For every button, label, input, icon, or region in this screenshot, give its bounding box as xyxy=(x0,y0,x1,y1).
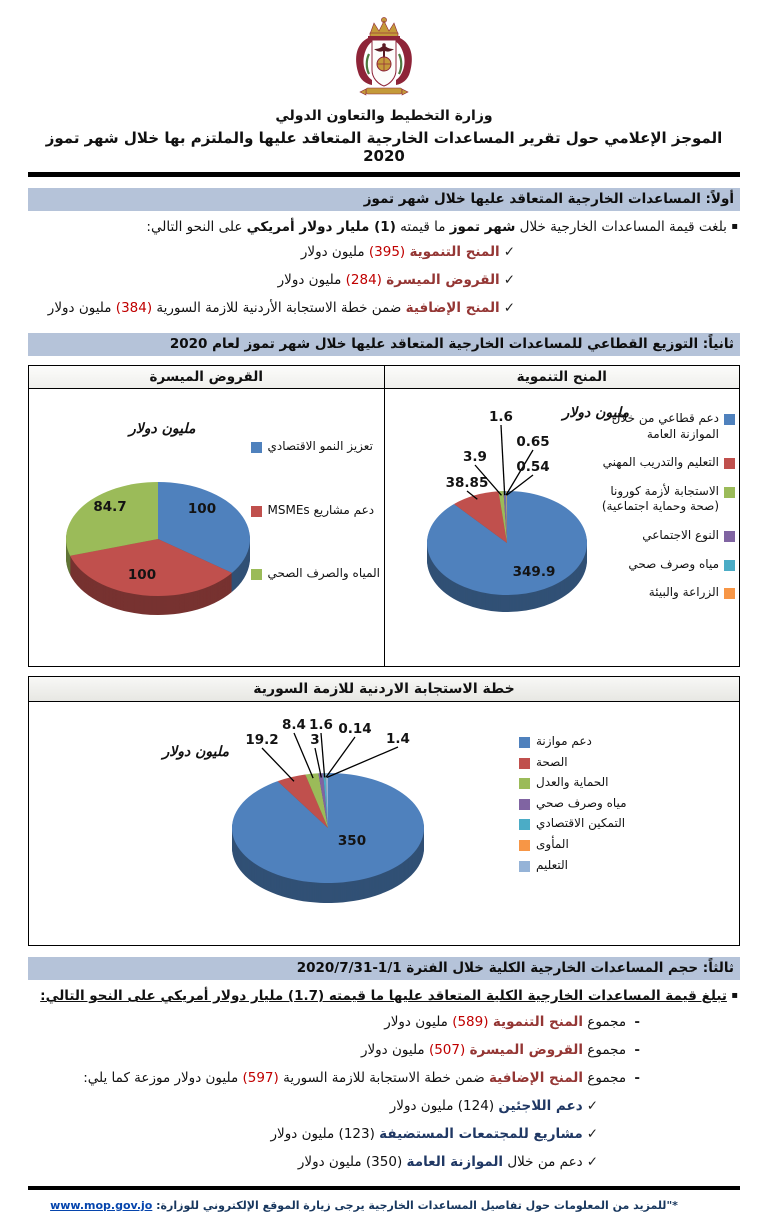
legend-swatch xyxy=(251,569,262,580)
legend-swatch xyxy=(724,588,735,599)
item-suffix: مليون دولار xyxy=(277,272,346,288)
item-label: القروض الميسرة xyxy=(386,272,500,288)
legend-item xyxy=(585,455,735,471)
title-divider xyxy=(28,172,740,177)
list-item xyxy=(28,266,515,294)
legend-swatch xyxy=(724,560,735,571)
legend-item xyxy=(585,484,735,515)
jrp-legend xyxy=(519,734,659,873)
legend-swatch xyxy=(724,458,735,469)
dash-icon: - xyxy=(634,1042,640,1058)
legend-swatch xyxy=(519,799,530,810)
svg-text:350: 350 xyxy=(337,833,367,849)
grants-chart-cell xyxy=(385,389,740,666)
section3-intro-text: تبلغ قيمة المساعدات الخارجية الكلية المتعاقد عليها ما قيمته (1.7) مليار دولار أمريكي على النحو التالي: xyxy=(40,988,727,1004)
item-label: الموازنة العامة xyxy=(406,1154,504,1170)
item-pre: مجموع xyxy=(583,1070,627,1086)
page-header xyxy=(28,14,740,106)
item-mid: ضمن خطة الاستجابة الأردنية للازمة السورية xyxy=(152,300,406,316)
legend-item xyxy=(519,734,659,750)
item-label: دعم اللاجئين xyxy=(498,1098,583,1114)
legend-swatch xyxy=(519,819,530,830)
jordan-coat-of-arms xyxy=(342,14,426,102)
item-pre: دعم من خلال xyxy=(503,1154,583,1170)
legend-item xyxy=(519,755,659,771)
legend-label: النوع الاجتماعي xyxy=(642,527,719,542)
section2-heading: ثانياً: التوزيع القطاعي للمساعدات الخارجية المتعاقد عليها خلال شهر تموز لعام 2020 xyxy=(28,333,740,356)
item-suffix: مليون دولار xyxy=(360,1042,429,1058)
legend-label: دعم موازنة xyxy=(536,734,592,748)
item-suffix: مليون دولار xyxy=(47,300,116,316)
list-item xyxy=(28,1092,598,1120)
item-label: المنح التنموية xyxy=(492,1014,584,1030)
dash-icon: - xyxy=(634,1014,640,1030)
item-label: القروض الميسرة xyxy=(469,1042,584,1058)
section1-heading: أولاً: المساعدات الخارجية المتعاقد عليها خلال شهر تموز xyxy=(28,188,740,211)
column-header-loans: القروض الميسرة xyxy=(29,366,385,388)
legend-label: الزراعة والبيئة xyxy=(648,585,719,600)
legend-item xyxy=(519,837,659,853)
jrp-unit-label: مليون دولار xyxy=(162,744,229,760)
section3-dash-list xyxy=(28,1008,740,1092)
check-icon: ✓ xyxy=(586,1154,598,1170)
list-item xyxy=(28,238,515,266)
legend-item xyxy=(585,411,735,442)
legend-label: الحماية والعدل xyxy=(536,775,609,790)
item-label: المنح الإضافية xyxy=(488,1070,584,1086)
check-icon: ✓ xyxy=(503,244,515,260)
legend-label: مياه وصرف صحي xyxy=(536,795,627,810)
legend-swatch xyxy=(519,758,530,769)
item-label: مشاريع للمجتمعات المستضيفة xyxy=(379,1126,583,1142)
grants-legend xyxy=(585,411,735,601)
legend-label: المياه والصرف الصحي xyxy=(267,566,381,581)
legend-label: مياه وصرف صحي xyxy=(628,556,719,571)
footer-divider xyxy=(28,1186,740,1190)
item-suffix: مليون دولار xyxy=(384,1014,453,1030)
legend-item xyxy=(519,858,659,874)
grants-unit-label: مليون دولار xyxy=(562,405,629,421)
svg-text:0.54: 0.54 xyxy=(515,459,550,475)
ministry-website-link[interactable]: www.mop.gov.jo xyxy=(50,1199,153,1212)
legend-item xyxy=(251,439,376,455)
intro-amount: (1) مليار دولار أمريكي xyxy=(246,219,396,235)
legend-item xyxy=(251,503,376,519)
svg-text:38.85: 38.85 xyxy=(445,475,488,491)
item-value: (597) xyxy=(242,1070,279,1086)
item-value: (124) xyxy=(457,1098,495,1114)
section3-heading-date: 2020/7/31-1/1 xyxy=(296,960,402,976)
list-item xyxy=(28,1148,598,1176)
svg-text:349.9: 349.9 xyxy=(512,564,555,580)
legend-item xyxy=(251,566,381,582)
legend-item xyxy=(519,775,659,791)
item-suffix: مليون دولار xyxy=(270,1126,339,1142)
legend-item xyxy=(519,816,659,832)
item-label: المنح التنموية xyxy=(409,244,500,260)
legend-swatch xyxy=(519,861,530,872)
item-value: (589) xyxy=(452,1014,489,1030)
legend-swatch xyxy=(519,737,530,748)
svg-text:0.14: 0.14 xyxy=(338,721,372,737)
item-value: (507) xyxy=(428,1042,466,1058)
section1-check-list xyxy=(28,238,740,322)
item-value: (395) xyxy=(368,244,406,260)
svg-text:100: 100 xyxy=(187,501,217,517)
item-suffix: مليون دولار xyxy=(297,1154,366,1170)
legend-label: دعم قطاعي من خلال الموازنة العامة xyxy=(611,411,719,441)
check-icon: ✓ xyxy=(503,272,515,288)
bullet-square-icon: ▪ xyxy=(731,221,738,232)
legend-item xyxy=(585,585,735,601)
list-item xyxy=(28,294,515,322)
legend-item xyxy=(585,557,735,573)
charts-table-header xyxy=(29,366,739,389)
jrp-chart-area xyxy=(29,702,739,945)
jrp-title: خطة الاستجابة الاردنية للازمة السورية xyxy=(29,677,739,702)
legend-swatch xyxy=(724,414,735,425)
svg-text:3.9: 3.9 xyxy=(462,449,487,465)
jrp-pie-chart xyxy=(41,702,541,945)
list-item xyxy=(28,1064,640,1092)
svg-text:1.4: 1.4 xyxy=(386,731,410,747)
item-value: (350) xyxy=(365,1154,403,1170)
section3-heading-text: ثالثاً: حجم المساعدات الخارجية الكلية خلال الفترة xyxy=(401,960,734,976)
item-value: (284) xyxy=(345,272,382,288)
intro-text: بلغت قيمة المساعدات الخارجية خلال xyxy=(515,219,727,235)
list-item xyxy=(28,1036,640,1064)
legend-swatch xyxy=(519,840,530,851)
check-icon: ✓ xyxy=(586,1098,598,1114)
item-mid: ضمن خطة الاستجابة للازمة السورية xyxy=(278,1070,489,1086)
footer-note xyxy=(28,1199,740,1212)
item-suffix: مليون دولار xyxy=(389,1098,458,1114)
intro-text: على النحو التالي: xyxy=(146,219,247,235)
item-pre: مجموع xyxy=(583,1014,627,1030)
sector-charts-table xyxy=(28,365,740,667)
document-title: الموجز الإعلامي حول تقرير المساعدات الخارجية المتعاقد عليها والملتزم بها خلال شهر تموز 2020 xyxy=(45,129,723,165)
legend-label: التمكين الاقتصادي xyxy=(536,816,626,831)
footer-text: *"للمزيد من المعلومات حول تفاصيل المساعدات الخارجية يرجى زيارة الموقع الإلكتروني للوزارة: xyxy=(152,1199,678,1212)
svg-text:100: 100 xyxy=(127,567,157,583)
item-suffix: مليون دولار xyxy=(300,244,369,260)
item-value: (123) xyxy=(338,1126,375,1142)
legend-label: التعليم والتدريب المهني xyxy=(602,455,719,470)
intro-text: ما قيمته xyxy=(395,219,450,235)
legend-label: التعليم xyxy=(536,857,568,872)
svg-text:8.4: 8.4 xyxy=(282,717,306,733)
legend-item xyxy=(585,528,735,544)
svg-text:19.2: 19.2 xyxy=(245,732,279,748)
charts-table-body xyxy=(29,389,739,666)
item-pre: مجموع xyxy=(583,1042,627,1058)
svg-text:84.7: 84.7 xyxy=(93,499,127,515)
item-value: (384) xyxy=(115,300,153,316)
section3-heading xyxy=(28,957,740,980)
legend-swatch xyxy=(724,531,735,542)
column-header-grants: المنح التنموية xyxy=(516,369,607,385)
loans-pie-chart xyxy=(31,417,286,667)
loans-chart-cell xyxy=(29,389,385,666)
svg-text:3: 3 xyxy=(310,732,320,748)
legend-swatch xyxy=(251,442,262,453)
loans-unit-label: مليون دولار xyxy=(129,421,196,437)
list-item xyxy=(28,1120,598,1148)
legend-label: المأوى xyxy=(536,836,569,851)
legend-label: الصحة xyxy=(536,754,568,769)
ministry-name: وزارة التخطيط والتعاون الدولي xyxy=(275,108,493,124)
legend-label: دعم مشاريع MSMEs xyxy=(267,502,375,517)
jrp-chart-box xyxy=(28,676,740,946)
svg-text:1.6: 1.6 xyxy=(488,409,513,425)
dash-icon: - xyxy=(634,1070,640,1086)
list-item xyxy=(28,1008,640,1036)
svg-text:0.65: 0.65 xyxy=(515,434,550,450)
legend-swatch xyxy=(251,506,262,517)
item-suffix: مليون دولار موزعة كما يلي: xyxy=(83,1070,243,1086)
legend-swatch xyxy=(724,487,735,498)
legend-label: الاستجابة لأزمة كورونا (صحة وحماية اجتماعية) xyxy=(601,483,719,514)
item-label: المنح الإضافية xyxy=(405,300,500,316)
loans-legend xyxy=(251,439,381,582)
section3-intro xyxy=(28,988,738,1004)
legend-item xyxy=(519,796,659,812)
check-icon: ✓ xyxy=(503,300,515,316)
section3-check-list xyxy=(28,1092,740,1176)
svg-text:1.6: 1.6 xyxy=(309,717,333,733)
bullet-square-icon: ▪ xyxy=(731,990,738,1001)
intro-text-bold: شهر تموز xyxy=(449,219,516,235)
legend-swatch xyxy=(519,778,530,789)
section1-intro xyxy=(28,219,738,235)
check-icon: ✓ xyxy=(586,1126,598,1142)
legend-label: تعزيز النمو الاقتصادي xyxy=(267,439,373,453)
